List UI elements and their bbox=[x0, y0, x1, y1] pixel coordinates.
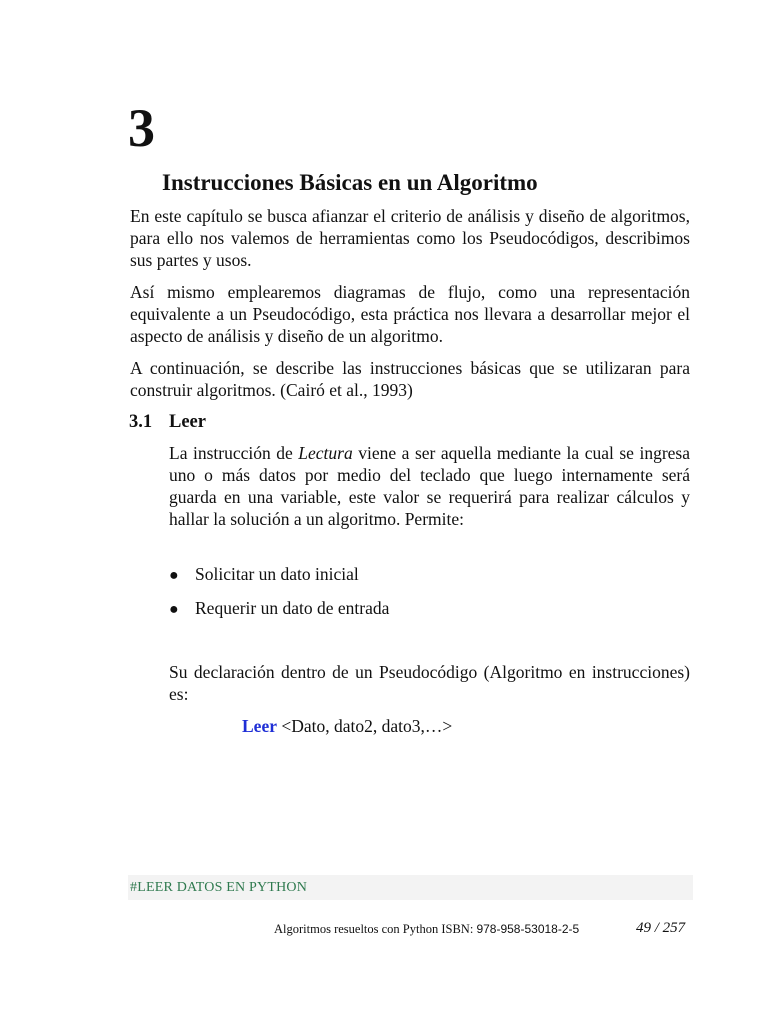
section-body-end: viene a ser aquella mediante la cual se ingresa uno o más datos por medio del teclado que luego internamente será guarda en una variable, este valor se requerirá para realizar cálculos y hallar la solución a un algoritmo. Permite: bbox=[169, 443, 690, 529]
pseudocode-line bbox=[242, 714, 452, 738]
intro-paragraph-2: Así mismo emplearemos diagramas de flujo, como una representación equivalente a un Pseudocódigo, esta práctica nos llevara a desarrollar mejor el aspecto de análisis y diseño de un algoritmo. bbox=[130, 282, 690, 346]
section-heading bbox=[129, 410, 206, 434]
bullet-text: Solicitar un dato inicial bbox=[195, 564, 359, 584]
section-number: 3.1 bbox=[129, 412, 153, 432]
code-arguments: <Dato, dato2, dato3,…> bbox=[276, 716, 453, 736]
declaration-text: Su declaración dentro de un Pseudocódigo (Algoritmo en instrucciones) es: bbox=[169, 662, 690, 704]
footer bbox=[274, 920, 579, 938]
chapter-title: Instrucciones Básicas en un Algoritmo bbox=[162, 170, 538, 195]
code-keyword: Leer bbox=[242, 716, 277, 736]
footer-isbn: 978-958-53018-2-5 bbox=[476, 922, 580, 936]
section-title: Leer bbox=[169, 412, 206, 432]
bullet-item bbox=[169, 563, 359, 587]
page-number: 49 / 257 bbox=[636, 920, 686, 936]
footer-book-title: Algoritmos resueltos con Python ISBN: bbox=[274, 922, 477, 936]
bullet-icon: ● bbox=[169, 567, 179, 584]
bullet-icon: ● bbox=[169, 601, 179, 618]
intro-paragraph-3: A continuación, se describe las instrucciones básicas que se utilizaran para construir algoritmos. (Cairó et al., 1993) bbox=[130, 358, 690, 400]
intro-paragraph-1: En este capítulo se busca afianzar el criterio de análisis y diseño de algoritmos, para ello nos valemos de herramientas como los Pseudocódigos, describimos sus partes y usos. bbox=[130, 206, 690, 270]
section-body-emphasis: Lectura bbox=[298, 443, 353, 463]
section-body bbox=[169, 442, 690, 530]
bullet-item bbox=[169, 597, 389, 621]
section-body-start: La instrucción de bbox=[169, 443, 299, 463]
bullet-text: Requerir un dato de entrada bbox=[195, 598, 390, 618]
code-comment: #LEER DATOS EN PYTHON bbox=[130, 880, 307, 895]
chapter-number: 3 bbox=[128, 98, 155, 158]
